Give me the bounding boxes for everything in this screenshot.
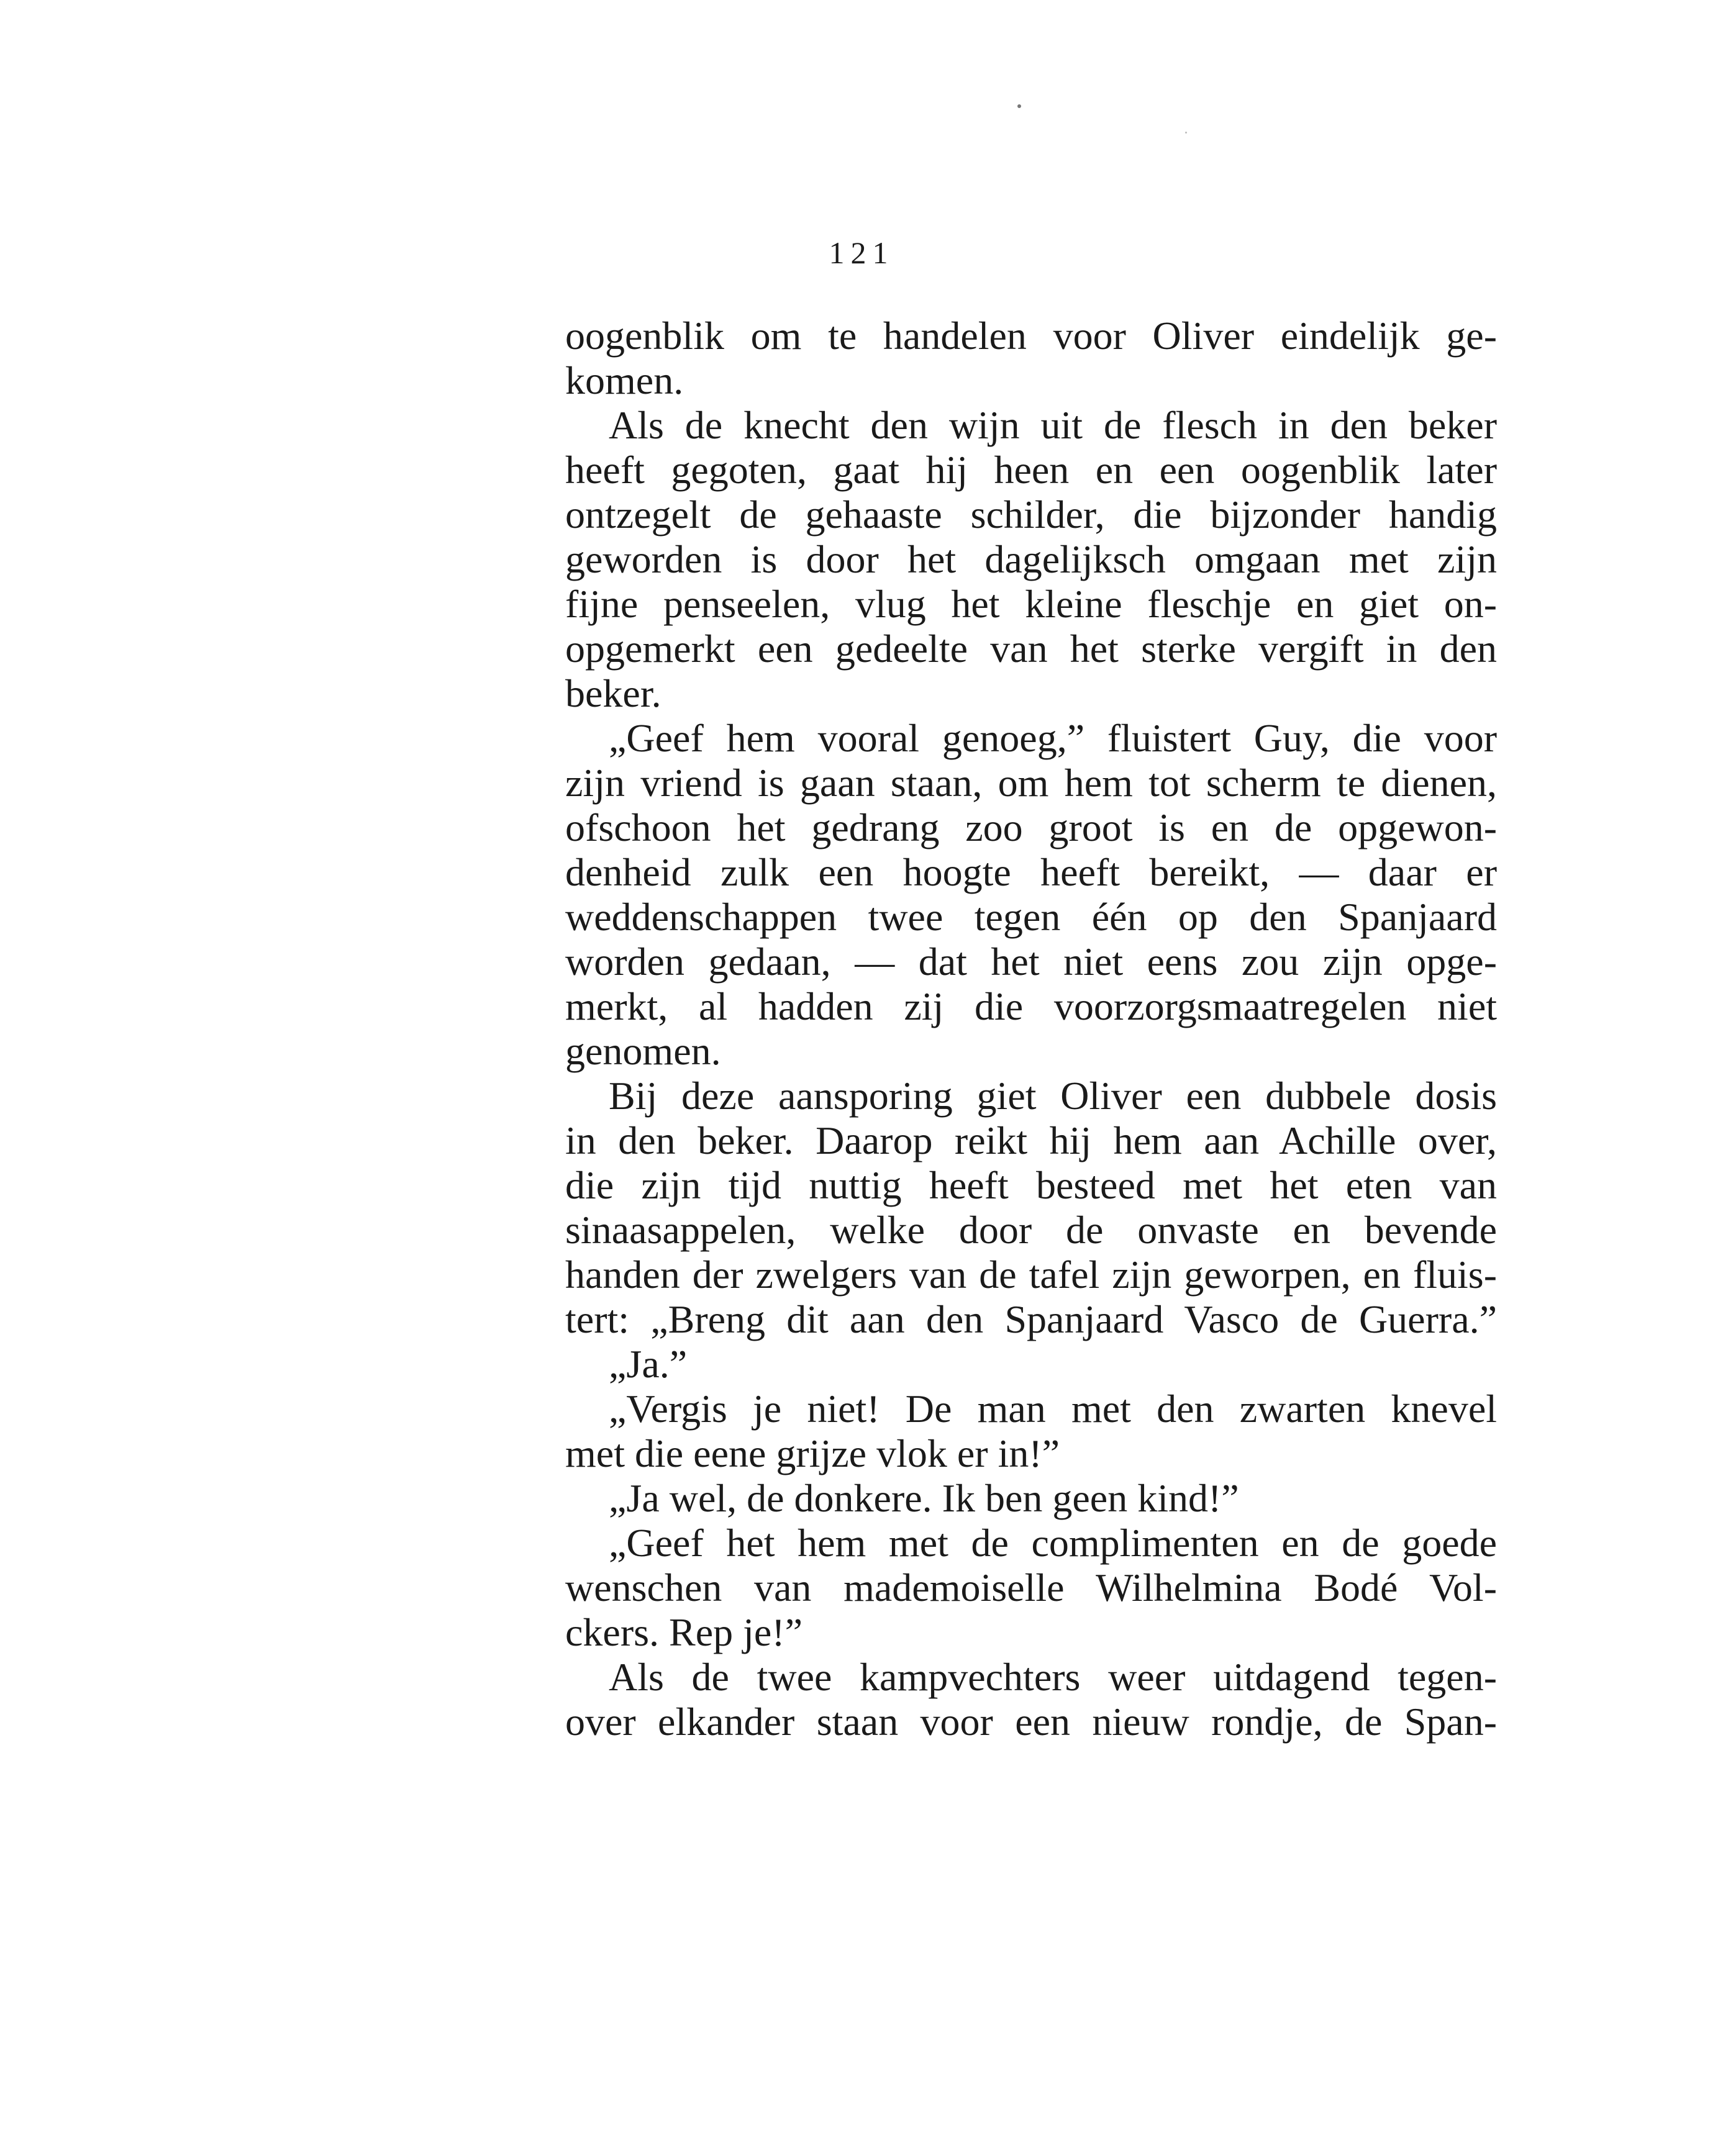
paper-speck xyxy=(1185,132,1187,134)
text-line: „Ja wel, de donkere. Ik ben geen kind!” xyxy=(609,1476,1239,1520)
text-line: Bij deze aansporing giet Oliver een dubbele dosis xyxy=(609,1074,1497,1118)
text-line: Als de twee kampvechters weer uitdagend tegen- xyxy=(609,1655,1497,1699)
text-line: wenschen van mademoiselle Wilhelmina Bodé Vol- xyxy=(565,1565,1497,1610)
text-line: handen der zwelgers van de tafel zijn geworpen, en fluis- xyxy=(565,1252,1497,1297)
page-number: 121 xyxy=(829,235,894,270)
text-line: geworden is door het dagelijksch omgaan met zijn xyxy=(565,537,1497,581)
text-line: met die eene grijze vlok er in!” xyxy=(565,1431,1060,1475)
text-line: tert: „Breng dit aan den Spanjaard Vasco de Guerra.” xyxy=(565,1297,1497,1341)
text-line: sinaasappelen, welke door de onvaste en bevende xyxy=(565,1208,1497,1252)
text-line: zijn vriend is gaan staan, om hem tot scherm te dienen, xyxy=(565,761,1497,805)
text-line: Als de knecht den wijn uit de flesch in den beker xyxy=(609,403,1497,447)
body-text xyxy=(565,314,1497,1744)
text-line: in den beker. Daarop reikt hij hem aan Achille over, xyxy=(565,1118,1497,1162)
text-line: merkt, al hadden zij die voorzorgsmaatregelen niet xyxy=(565,984,1497,1028)
text-line: weddenschappen twee tegen één op den Spanjaard xyxy=(565,895,1497,939)
text-line: denheid zulk een hoogte heeft bereikt, — daar er xyxy=(565,850,1497,894)
text-line: komen. xyxy=(565,358,684,402)
text-line: die zijn tijd nuttig heeft besteed met het eten van xyxy=(565,1163,1497,1207)
text-line: „Vergis je niet! De man met den zwarten knevel xyxy=(609,1387,1497,1431)
text-line: heeft gegoten, gaat hij heen en een oogenblik later xyxy=(565,448,1497,492)
text-line: ckers. Rep je!” xyxy=(565,1610,803,1654)
text-line: worden gedaan, — dat het niet eens zou zijn opge- xyxy=(565,940,1497,984)
text-line: opgemerkt een gedeelte van het sterke vergift in den xyxy=(565,627,1497,671)
text-line: „Ja.” xyxy=(609,1342,688,1386)
paper-speck xyxy=(1017,104,1021,108)
text-line: oogenblik om te handelen voor Oliver eindelijk ge- xyxy=(565,314,1497,358)
text-line: genomen. xyxy=(565,1029,721,1073)
text-line: „Geef het hem met de complimenten en de goede xyxy=(609,1521,1497,1565)
text-line: beker. xyxy=(565,671,661,715)
text-line: „Geef hem vooral genoeg,” fluistert Guy, die voor xyxy=(609,716,1497,760)
text-line: ofschoon het gedrang zoo groot is en de opgewon- xyxy=(565,805,1497,849)
text-line: fijne penseelen, vlug het kleine fleschje en giet on- xyxy=(565,582,1497,626)
text-line: ontzegelt de gehaaste schilder, die bijzonder handig xyxy=(565,492,1497,537)
text-line: over elkander staan voor een nieuw rondje, de Span- xyxy=(565,1700,1497,1744)
